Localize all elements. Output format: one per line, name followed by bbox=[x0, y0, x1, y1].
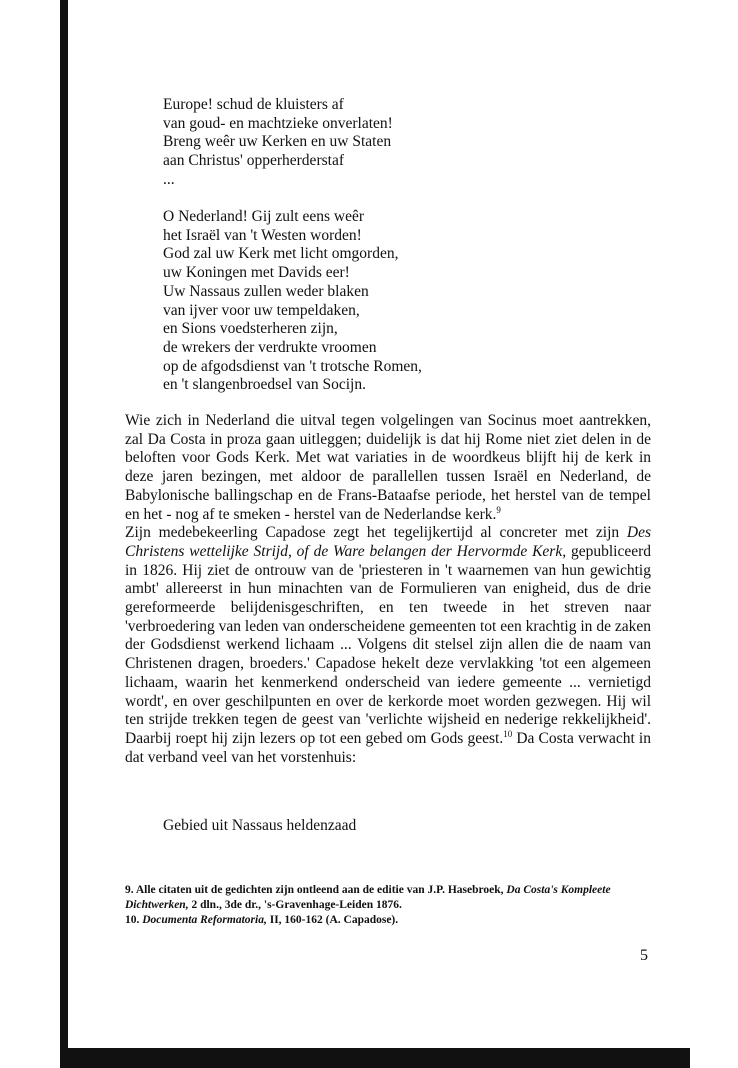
poem-stanza-1 bbox=[163, 96, 583, 190]
poem-line: Gebied uit Nassaus heldenzaad bbox=[163, 817, 357, 834]
poem-stanza-2 bbox=[163, 208, 583, 395]
footnote-10-details: II, 160-162 (A. Capadose). bbox=[266, 914, 399, 926]
footnote-10 bbox=[125, 913, 655, 928]
paragraph-2-end: Da Costa verwacht in dat verband veel van het vorstenhuis: bbox=[125, 729, 651, 766]
poem-line: van goud- en machtzieke onverlaten! bbox=[163, 114, 393, 132]
page-number: 5 bbox=[640, 947, 648, 964]
footnote-10-number: 10. bbox=[125, 914, 143, 926]
poem-line: Uw Nassaus zullen weder blaken bbox=[163, 282, 369, 300]
footnotes bbox=[125, 883, 655, 928]
poem-stanza-3 bbox=[163, 817, 583, 836]
scan-border-bottom bbox=[60, 1048, 690, 1068]
book-title: Des Christens wettelijke Strijd, of de Ware belangen der Hervormde Kerk, bbox=[125, 524, 651, 560]
poem-line: en 't slangenbroedsel van Socijn. bbox=[163, 376, 366, 394]
poem-line: van ijver voor uw tempeldaken, bbox=[163, 301, 360, 319]
poem-line: en Sions voedsterheren zijn, bbox=[163, 320, 338, 338]
footnote-10-title: Documenta Reformatoria, bbox=[142, 914, 267, 926]
paragraph-2 bbox=[125, 524, 651, 767]
paragraph-2-intro: Zijn medebekeerling Capadose zegt het tegelijkertijd al concreter met zijn bbox=[125, 524, 627, 542]
poem-line: het Israël van 't Westen worden! bbox=[163, 226, 362, 244]
scan-border-left bbox=[60, 0, 68, 1068]
poem-line: O Nederland! Gij zult eens weêr bbox=[163, 208, 364, 225]
paragraph-1-text: Wie zich in Nederland die uitval tegen volgelingen van Socinus moet aantrekken, zal Da Costa in proza gaan uitleggen; duidelijk is dat hij Rome niet ziet delen in de beloften voor Gods Kerk. Met wat variaties in de woordkeus blijft hij de kerk in deze jaren bezingen, met aldoor de parallellen tussen Israël en Nederland, de Babylonische ballingschap en de Frans-Bataafse periode, het herstel van de tempel en het - nog af te smeken - herstel van de Nederlandse kerk. bbox=[125, 412, 651, 523]
paragraph-1 bbox=[125, 412, 651, 524]
poem-ellipsis: ... bbox=[163, 170, 175, 188]
footnote-ref-10[interactable]: 10 bbox=[503, 728, 513, 739]
footnote-9-title: Da Costa's Kompleete Dichtwerken, bbox=[125, 884, 611, 911]
poem-line: op de afgodsdienst van 't trotsche Romen, bbox=[163, 357, 422, 375]
poem-line: Breng weêr uw Kerken en uw Staten bbox=[163, 133, 392, 151]
poem-line: uw Koningen met Davids eer! bbox=[163, 264, 350, 282]
body-text bbox=[125, 412, 651, 767]
paragraph-2-body: gepubliceerd in 1826. Hij ziet de ontrouw van de 'priesteren in 't waarnemen van hun gewichtig ambt' allereerst in hun minachten van de Formulieren van enigheid, dus de drie gereformeerde belijdenisgeschriften, en ten tweede in het streven naar 'verbroedering van leden van onderscheidene gemeenten tot een krachtig in de zaken der Godsdienst werkend lichaam ... Volgens dit stelsel zijn allen die de naam van Christenen dragen, broeders.' Capadose hekelt deze vervlakking 'tot een algemeen lichaam, waarin het kenmerkend onderscheid van iedere gemeente ... vernietigd wordt', en over geschilpunten en over de kerkorde moet worden gezwegen. Hij wil ten strijde trekken tegen de geest van 'verlichte wijsheid en nederige rekkelijkheid'. Daarbij roept hij zijn lezers op tot een gebed om Gods geest. bbox=[125, 542, 651, 747]
poem-line: God zal uw Kerk met licht omgorden, bbox=[163, 245, 399, 263]
footnote-9-text: 9. Alle citaten uit de gedichten zijn ontleend aan de editie van J.P. Hasebroek, bbox=[125, 884, 507, 896]
footnote-9-details: 2 dln., 3de dr., 's-Gravenhage-Leiden 1876. bbox=[188, 899, 402, 911]
poem-line: de wrekers der verdrukte vroomen bbox=[163, 338, 377, 356]
poem-line: aan Christus' opperherderstaf bbox=[163, 152, 344, 170]
footnote-9 bbox=[125, 883, 655, 913]
poem-line: Europe! schud de kluisters af bbox=[163, 96, 344, 113]
footnote-ref-9[interactable]: 9 bbox=[496, 504, 501, 515]
